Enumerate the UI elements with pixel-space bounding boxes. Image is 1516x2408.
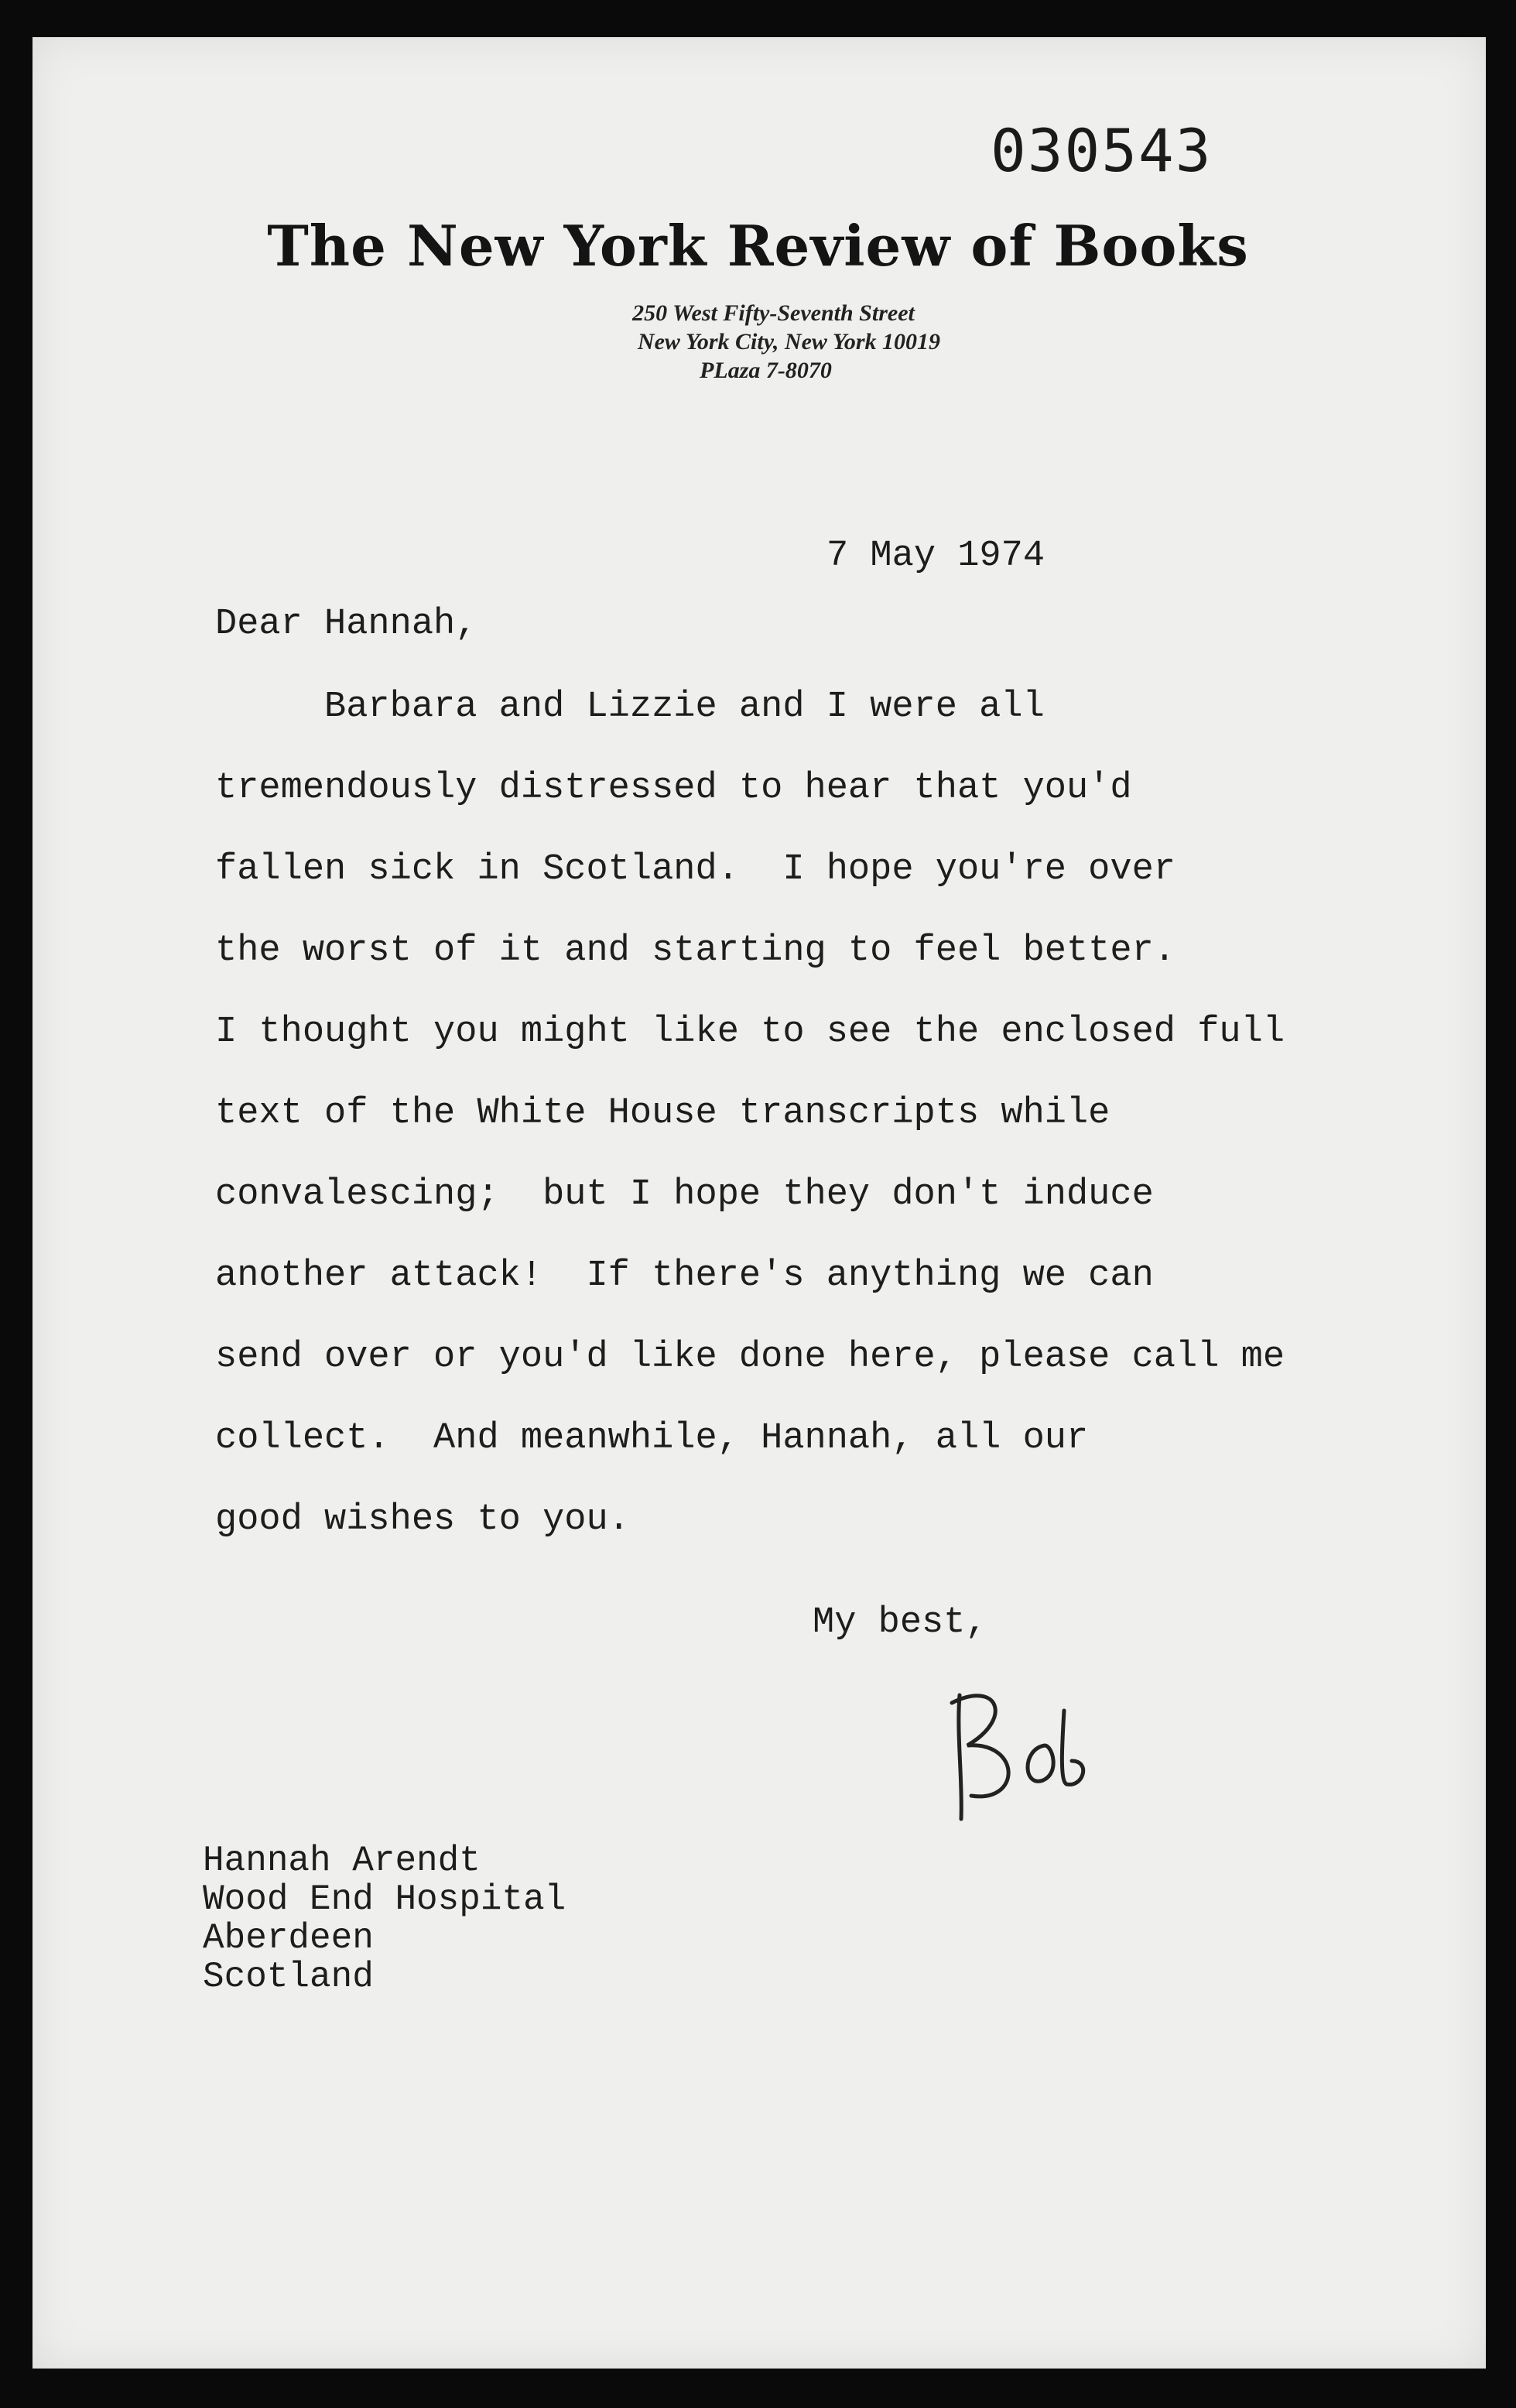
body-line: fallen sick in Scotland. I hope you're over: [215, 849, 1176, 890]
letterhead-address-line2: New York City, New York 10019: [637, 329, 941, 355]
body-line: collect. And meanwhile, Hannah, all our: [215, 1418, 1089, 1459]
letterhead-title: The New York Review of Books: [267, 213, 1249, 279]
body-line: send over or you'd like done here, please call me: [215, 1337, 1285, 1378]
letter-date: 7 May 1974: [826, 536, 1045, 577]
recipient-address-line: Aberdeen: [203, 1918, 374, 1958]
signature: [929, 1680, 1130, 1834]
body-line: good wishes to you.: [215, 1499, 630, 1540]
body-line: Barbara and Lizzie and I were all: [215, 687, 1045, 728]
body-line: I thought you might like to see the enclosed full: [215, 1012, 1285, 1053]
body-line: tremendously distressed to hear that you'd: [215, 768, 1132, 809]
body-line: another attack! If there's anything we can: [215, 1255, 1154, 1296]
recipient-address-line: Scotland: [203, 1957, 374, 1997]
closing: My best,: [813, 1602, 987, 1643]
document-number: 030543: [991, 116, 1213, 185]
recipient-address-line: Wood End Hospital: [203, 1879, 566, 1920]
recipient-name: Hannah Arendt: [203, 1841, 481, 1881]
body-line: convalescing; but I hope they don't induce: [215, 1174, 1154, 1215]
body-line: text of the White House transcripts while: [215, 1093, 1110, 1134]
body-line: the worst of it and starting to feel better.: [215, 930, 1176, 971]
salutation: Dear Hannah,: [215, 604, 477, 645]
letterhead-phone: PLaza 7-8070: [700, 358, 832, 383]
letterhead-address-line1: 250 West Fifty-Seventh Street: [632, 300, 915, 326]
